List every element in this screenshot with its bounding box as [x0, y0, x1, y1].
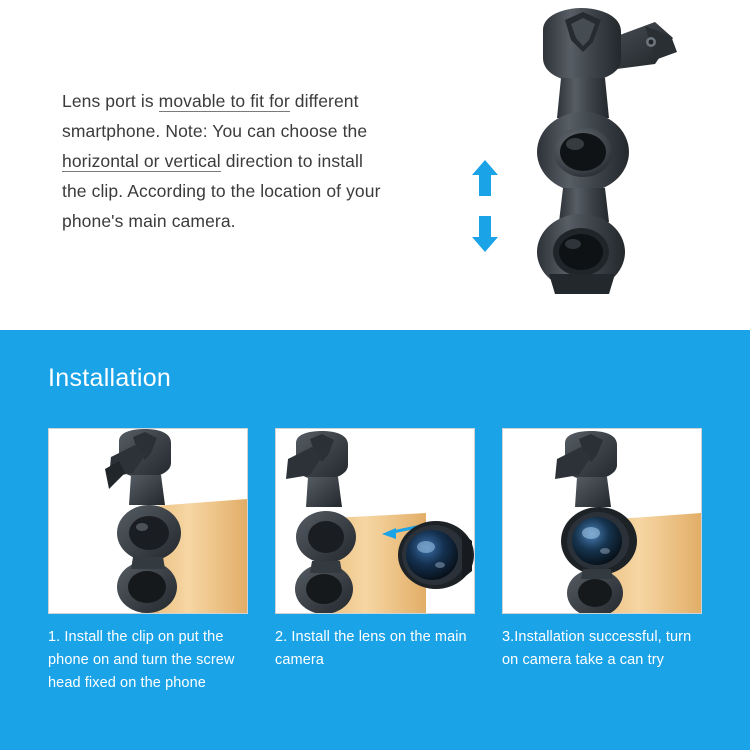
installation-title: Installation: [48, 364, 172, 392]
installation-step-2: [275, 428, 475, 695]
step-2-image: [275, 428, 475, 614]
phone-lens-clip-illustration: [505, 8, 705, 298]
step-1-image: [48, 428, 248, 614]
step-1-caption: 1. Install the clip on put the phone on and turn the screw head fixed on the phone: [48, 629, 235, 691]
step-3-caption: 3.Installation successful, turn on camera take a can try: [502, 629, 692, 668]
step-2-caption: 2. Install the lens on the main camera: [275, 629, 467, 668]
arrow-down-icon: [472, 216, 498, 252]
top-section: [0, 0, 750, 330]
paragraph-line-5: phone's main camera.: [62, 211, 236, 231]
installation-step-1: [48, 428, 248, 695]
paragraph-line-4: the clip. According to the location of your: [62, 181, 381, 201]
paragraph-line-2: smartphone. Note: You can choose the: [62, 121, 368, 141]
direction-arrows: [466, 160, 508, 260]
paragraph-line-1: Lens port is movable to fit for different: [62, 91, 359, 111]
arrow-up-icon: [472, 160, 498, 196]
paragraph-line-3: horizontal or vertical direction to install: [62, 151, 363, 171]
installation-steps: [48, 428, 702, 695]
description-paragraph: [62, 86, 432, 236]
installation-step-3: [502, 428, 702, 695]
step-3-image: [502, 428, 702, 614]
